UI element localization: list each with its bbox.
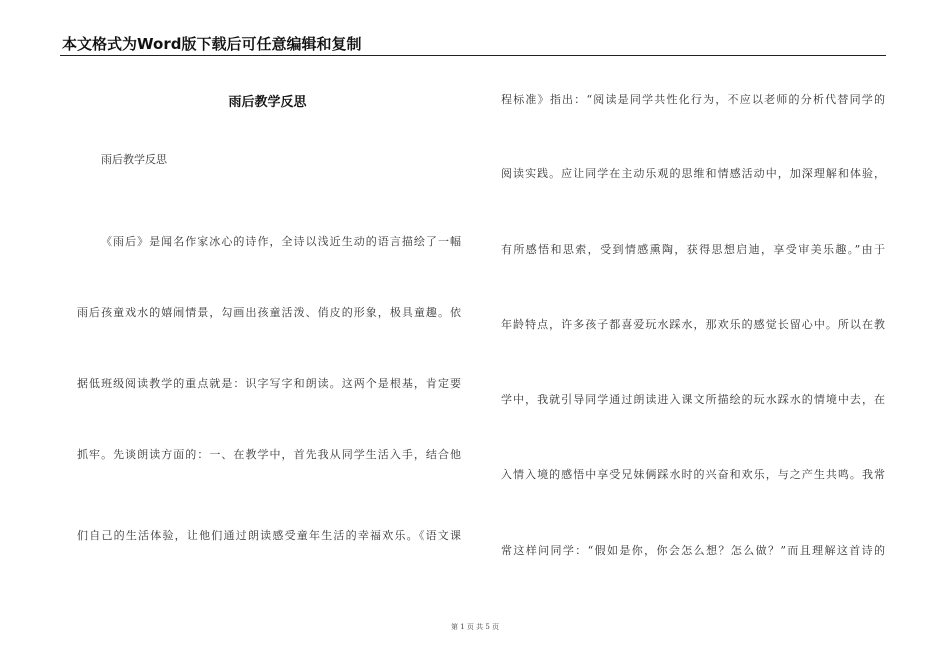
header-divider: [60, 55, 886, 56]
page-number-footer: 第 1 页 共 5 页: [450, 623, 500, 631]
subtitle-line: 雨后教学反思: [101, 153, 167, 166]
document-header-banner: 本文格式为Word版下载后可任意编辑和复制: [62, 35, 362, 53]
paragraph-line: 阅读实践。应让同学在主动乐观的思维和情感活动中，加深理解和体验，: [501, 167, 885, 180]
paragraph-line: 雨后孩童戏水的嬉闹情景，勾画出孩童活泼、俏皮的形象，极具童趣。依: [77, 306, 461, 319]
document-title: 雨后教学反思: [228, 95, 307, 110]
paragraph-line: 程标准》指出：“阅读是同学共性化行为，不应以老师的分析代替同学的: [501, 93, 885, 106]
paragraph-line: 《雨后》是闻名作家冰心的诗作，全诗以浅近生动的语言描绘了一幅: [101, 235, 461, 248]
paragraph-line: 抓牢。先谈朗读方面的：一、在教学中，首先我从同学生活入手，结合他: [77, 448, 461, 461]
paragraph-line: 入情入境的感悟中享受兄妹俩踩水时的兴奋和欢乐，与之产生共鸣。我常: [501, 468, 885, 481]
paragraph-line: 年龄特点，许多孩子都喜爱玩水踩水，那欢乐的感觉长留心中。所以在教: [501, 318, 885, 331]
paragraph-line: 学中，我就引导同学通过朗读进入课文所描绘的玩水踩水的情境中去，在: [501, 393, 885, 406]
paragraph-line: 据低班级阅读教学的重点就是：识字写字和朗读。这两个是根基，肯定要: [77, 377, 461, 390]
paragraph-line: 有所感悟和思索，受到情感熏陶，获得思想启迪，享受审美乐趣。”由于: [501, 243, 885, 256]
paragraph-line: 常这样问同学：“假如是你，你会怎么想？怎么做？”而且理解这首诗的: [501, 544, 885, 557]
paragraph-line: 们自己的生活体验，让他们通过朗读感受童年生活的幸福欢乐。《语文课: [77, 529, 461, 542]
